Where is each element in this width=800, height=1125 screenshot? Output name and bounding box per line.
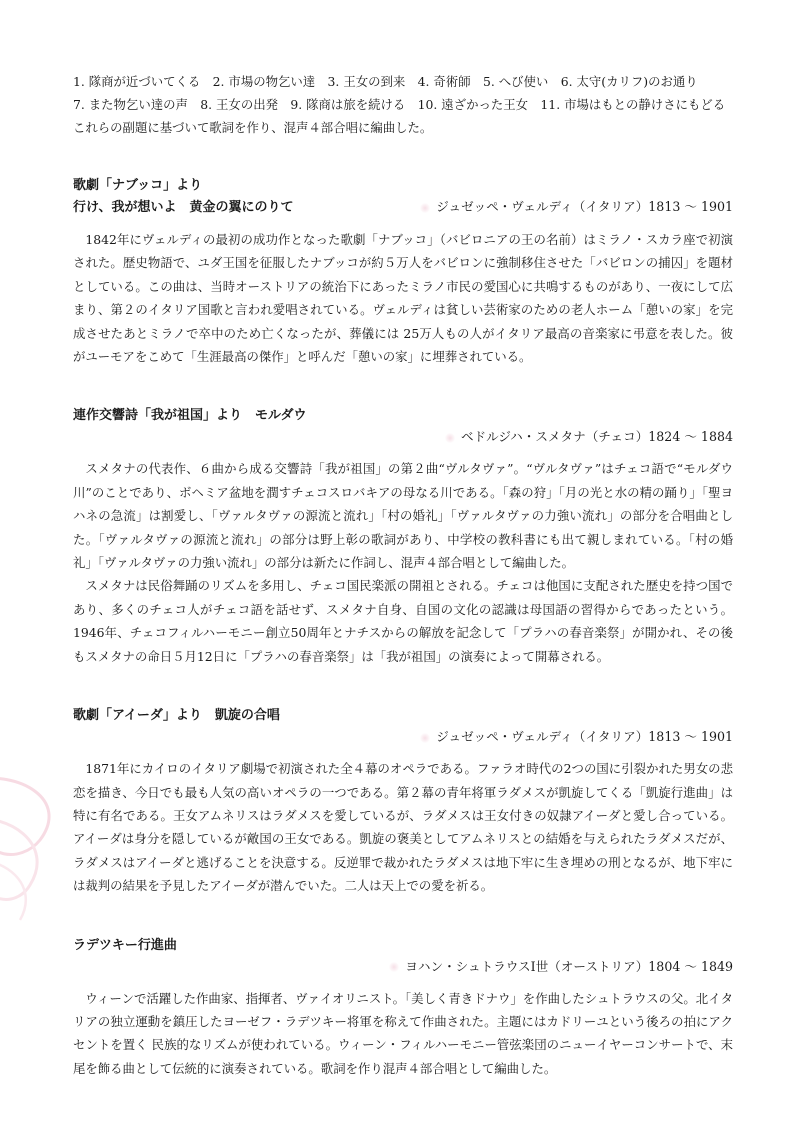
bullet-dot-icon <box>389 962 399 972</box>
document-page <box>73 70 733 1080</box>
intro-block <box>73 70 733 139</box>
composer-credit <box>73 426 733 448</box>
composer-credit <box>73 956 733 978</box>
body-paragraph: ウィーンで活躍した作曲家、指揮者、ヴァイオリニスト。「美しく青きドナウ」を作曲したシュトラウスの父。北イタリアの独立運動を鎮圧したヨーゼフ・ラデツキー将軍を称えて作曲された。主題にはカドリーユという後ろの拍にアクセントを置く 民族的なリズムが使われている。ウィーン・フィルハーモニー管弦楽団のニューイヤーコンサートで、末尾を飾る曲として伝統的に演奏されている。歌詞を作り混声４部合唱として編曲した。 <box>73 990 733 1076</box>
section-subtitle-row <box>73 196 733 219</box>
intro-line: 7. また物乞い達の声 8. 王女の出発 9. 隊商は旅を続ける 10. 遠ざかった王女 11. 市場はもとの静けさにもどる <box>73 97 726 112</box>
composer-credit <box>73 726 733 748</box>
body-paragraph: スメタナは民俗舞踊のリズムを多用し、チェコ国民楽派の開祖とされる。チェコは他国に支配された歴史を持つ国であり、多くのチェコ人がチェコ語を話せず、スメタナ自身、自国の文化の認識は母国語の習得からであったという。1946年、チェコフィルハーモニー創立50周年とナチスからの解放を記念して「プラハの春音楽祭」が開かれ、その後もスメタナの命日５月12日に「プラハの春音楽祭」は「我が祖国」の演奏によって開幕される。 <box>73 578 733 664</box>
section-heading: 歌劇「アイーダ」より 凱旋の合唱 <box>73 708 280 724</box>
section-body <box>73 987 733 1081</box>
section-body <box>73 228 733 368</box>
composer-credit <box>420 196 733 218</box>
section-body <box>73 457 733 668</box>
section-aida <box>73 705 733 897</box>
bullet-dot-icon <box>445 433 455 443</box>
section-heading: 歌劇「ナブッコ」より <box>73 178 203 193</box>
body-paragraph: 1871年にカイロのイタリア劇場で初演された全４幕のオペラである。ファラオ時代の2つの国に引裂かれた男女の悲恋を描き、今日でも最も人気の高いオペラの一つである。第２幕の青年将軍ラダメスが凱旋してくる「凱旋行進曲」は特に有名である。王女アムネリスはラダメスを愛しているが、ラダメスは王女付きの奴隷アイーダと愛し合っている。アイーダは身分を隠しているが敵国の王女である。凱旋の褒美としてアムネリスとの結婚を与えられたラダメスだが、ラダメスはアイーダと逃げることを決意する。反逆罪で裁かれたラダメスは地下牢に生き埋めの刑となるが、地下牢には裁判の結果を予見したアイーダが潜んでいた。二人は天上での愛を祈る。 <box>73 761 733 894</box>
intro-line: 1. 隊商が近づいてくる 2. 市場の物乞い達 3. 王女の到来 4. 奇術師 5. へび使い 6. 太守(カリフ)のお通り <box>73 74 698 89</box>
composer-text: ジュゼッペ・ヴェルディ（イタリア）1813 ～ 1901 <box>436 199 733 214</box>
section-body <box>73 757 733 897</box>
section-moldau <box>73 405 733 668</box>
composer-text: ジュゼッペ・ヴェルディ（イタリア）1813 ～ 1901 <box>436 729 733 745</box>
body-paragraph: スメタナの代表作、６曲から成る交響詩「我が祖国」の第２曲“ヴルタヴァ”。“ヴルタヴァ”はチェコ語で“モルダウ川”のことであり、ボヘミア盆地を潤すチェコスロバキアの母なる川である。「森の狩」「月の光と水の精の踊り」「聖ヨハネの急流」は割愛し、「ヴァルタヴァの源流と流れ」「村の婚礼」「ヴァルタヴァの力強い流れ」の部分を合唱曲とした。「ヴァルタヴァの源流と流れ」の部分は野上彰の歌詞があり、中学校の教科書にも出て親しまれている。「村の婚礼」「ヴァルタヴァの力強い流れ」の部分は新たに作詞し、混声４部合唱として編曲した。 <box>73 461 733 571</box>
section-nabucco <box>73 175 733 368</box>
intro-line: これらの副題に基づいて歌詞を作り、混声４部合唱に編曲した。 <box>73 120 433 135</box>
composer-text: ベドルジハ・スメタナ（チェコ）1824 ～ 1884 <box>460 429 733 445</box>
section-subtitle: 行け、我が想いよ 黄金の翼にのりて <box>73 200 294 215</box>
section-radetzky <box>73 935 733 1081</box>
section-heading: 連作交響詩「我が祖国」より モルダウ <box>73 408 307 424</box>
bullet-dot-icon <box>420 733 430 743</box>
composer-text: ヨハン・シュトラウスⅠ世（オーストリア）1804 ～ 1849 <box>405 958 733 974</box>
body-paragraph: 1842年にヴェルディの最初の成功作となった歌劇「ナブッコ」（バビロニアの王の名前）はミラノ・スカラ座で初演された。歴史物語で、ユダ王国を征服したナブッコが約５万人をバビロンに強制移住させた「バビロンの捕囚」を題材としている。この曲は、当時オーストリアの統治下にあったミラノ市民の愛国心に共鳴するものがあり、一夜にして広まり、第２のイタリア国歌と言われ愛唱されている。ヴェルディは貧しい芸術家のための老人ホーム「憩いの家」を完成させたあとミラノで卒中のため亡くなったが、葬儀には 25万人もの人がイタリア最高の音楽家に弔意を表した。彼がユーモアをこめて「生涯最高の傑作」と呼んだ「憩いの家」に埋葬されている。 <box>73 232 733 365</box>
section-heading: ラデツキー行進曲 <box>73 937 177 953</box>
bullet-dot-icon <box>420 203 430 213</box>
